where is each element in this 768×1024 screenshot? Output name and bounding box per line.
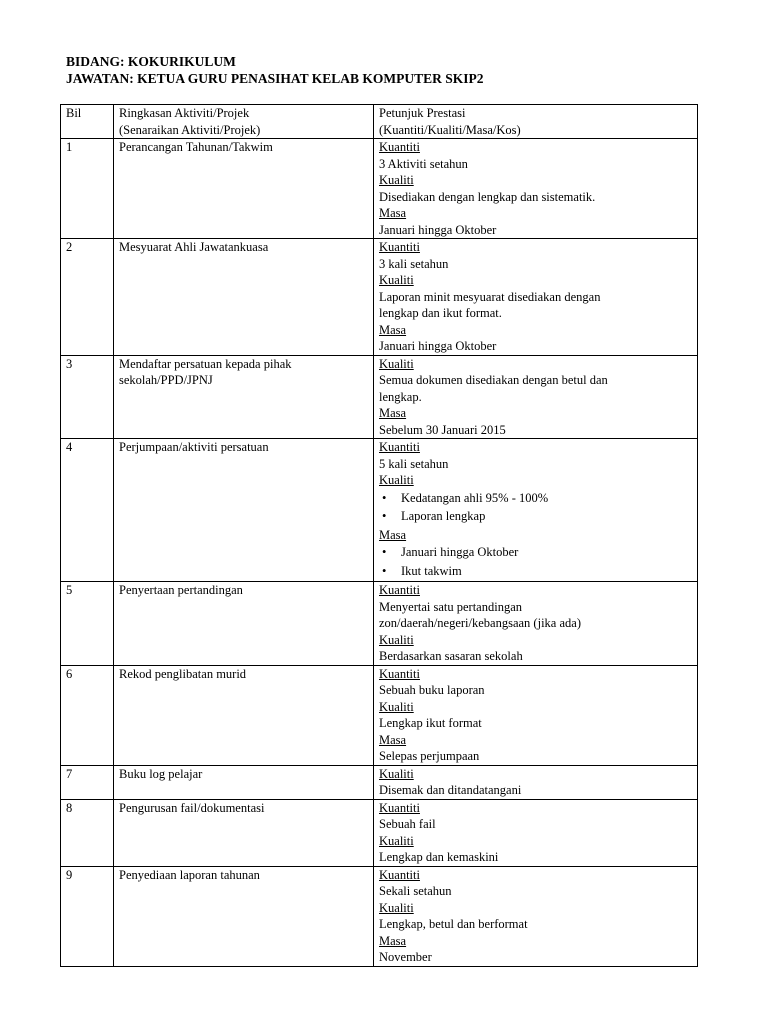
indicator-text: Laporan minit mesyuarat disediakan dengan: [379, 289, 601, 304]
indicator-cell: [374, 765, 698, 799]
table-row: [61, 139, 698, 239]
indicator-cell: [374, 866, 698, 966]
activity-text: Mesyuarat Ahli Jawatankuasa: [119, 240, 269, 254]
table-row: [61, 799, 698, 866]
indicator-text: Menyertai satu pertandingan: [379, 599, 523, 614]
activity-cell: [114, 799, 374, 866]
indicator-text: November: [379, 950, 432, 964]
indicator-cell: [374, 799, 698, 866]
activity-cell: [114, 765, 374, 799]
indicator-text: Sekali setahun: [379, 884, 452, 898]
bullet-icon: •: [382, 509, 387, 523]
table-row: [61, 582, 698, 666]
indicator-label: Kualiti: [379, 900, 414, 915]
indicator-text: Disemak dan ditandatangani: [379, 783, 522, 797]
indicator-cell: [374, 582, 698, 666]
indicator-label: Masa: [379, 933, 407, 948]
indicator-text: Sebuah fail: [379, 817, 436, 831]
indicator-label: Kuantiti: [379, 867, 420, 882]
bullet-icon: •: [382, 545, 387, 559]
indicator-cell: [374, 665, 698, 765]
header-ringkasan: [114, 105, 374, 139]
indicator-label: Kuantiti: [379, 666, 420, 681]
activity-text: Penyertaan pertandingan: [119, 583, 243, 597]
header-petunjuk: [374, 105, 698, 139]
indicator-text: Lengkap, betul dan berformat: [379, 917, 528, 931]
indicator-label: Masa: [379, 206, 407, 220]
row-number: 7: [61, 765, 114, 799]
heading-jawatan: JAWATAN: KETUA GURU PENASIHAT KELAB KOMPUTER SKIP2: [66, 71, 484, 86]
row-number: 3: [61, 355, 114, 439]
indicator-text: Disediakan dengan lengkap dan sistematik.: [379, 189, 596, 204]
activity-text: Rekod penglibatan murid: [119, 666, 247, 681]
indicator-cell: [374, 355, 698, 439]
activity-text: sekolah/PPD/JPNJ: [119, 373, 213, 387]
table-row: [61, 866, 698, 966]
activity-cell: [114, 439, 374, 582]
activity-text: Perjumpaan/aktiviti persatuan: [119, 440, 269, 454]
indicator-label: Kualiti: [379, 833, 414, 848]
header-petunjuk-title: Petunjuk Prestasi: [379, 106, 466, 120]
indicator-label: Kualiti: [379, 766, 414, 781]
indicator-cell: [374, 139, 698, 239]
header-ringkasan-subtitle: (Senaraikan Aktiviti/Projek): [119, 122, 261, 137]
indicator-text: Semua dokumen disediakan dengan betul dan: [379, 373, 608, 387]
row-number: 9: [61, 866, 114, 966]
activity-text: Pengurusan fail/dokumentasi: [119, 800, 265, 815]
indicator-label: Masa: [379, 322, 407, 337]
indicator-label: Kuantiti: [379, 800, 420, 815]
indicator-text: Lengkap dan kemaskini: [379, 850, 499, 864]
indicator-label: Kuantiti: [379, 240, 420, 254]
indicator-text: Berdasarkan sasaran sekolah: [379, 649, 523, 663]
indicator-label: Masa: [379, 527, 407, 542]
bullet-list: [379, 490, 692, 525]
row-number: 8: [61, 799, 114, 866]
table-row: [61, 765, 698, 799]
activity-text: Buku log pelajar: [119, 766, 203, 781]
bullet-item: [379, 490, 692, 507]
bullet-icon: •: [382, 490, 387, 505]
bullet-item: [379, 563, 692, 580]
table-row: [61, 439, 698, 582]
bullet-text: Laporan lengkap: [401, 509, 486, 523]
indicator-text: 3 Aktiviti setahun: [379, 156, 468, 171]
indicator-label: Kuantiti: [379, 440, 420, 454]
bullet-text: Januari hingga Oktober: [401, 545, 519, 559]
activity-text: Perancangan Tahunan/Takwim: [119, 140, 273, 154]
performance-table: [60, 104, 698, 967]
row-number: 2: [61, 239, 114, 356]
table-header-row: [61, 105, 698, 139]
indicator-text: lengkap dan ikut format.: [379, 306, 502, 320]
row-number: 6: [61, 665, 114, 765]
activity-cell: [114, 139, 374, 239]
activity-cell: [114, 582, 374, 666]
activity-text: Mendaftar persatuan kepada pihak: [119, 356, 292, 371]
heading-bidang: BIDANG: KOKURIKULUM: [66, 54, 236, 69]
indicator-text: Lengkap ikut format: [379, 716, 482, 730]
indicator-text: lengkap.: [379, 389, 422, 404]
row-number: 1: [61, 139, 114, 239]
activity-cell: [114, 239, 374, 356]
bullet-text: Kedatangan ahli 95% - 100%: [401, 490, 549, 505]
table-row: [61, 665, 698, 765]
header-ringkasan-title: Ringkasan Aktiviti/Projek: [119, 106, 250, 120]
indicator-label: Kualiti: [379, 356, 414, 371]
bullet-item: [379, 544, 692, 561]
row-number: 4: [61, 439, 114, 582]
indicator-text: zon/daerah/negeri/kebangsaan (jika ada): [379, 616, 581, 630]
indicator-label: Kualiti: [379, 699, 414, 714]
indicator-text: Sebuah buku laporan: [379, 683, 485, 697]
activity-cell: [114, 355, 374, 439]
bullet-list: [379, 544, 692, 579]
indicator-cell: [374, 239, 698, 356]
table-row: [61, 355, 698, 439]
indicator-label: Masa: [379, 732, 407, 747]
indicator-label: Kuantiti: [379, 140, 420, 154]
indicator-label: Masa: [379, 406, 407, 420]
indicator-text: Selepas perjumpaan: [379, 749, 480, 763]
activity-cell: [114, 866, 374, 966]
indicator-cell: [374, 439, 698, 582]
indicator-label: Kualiti: [379, 473, 414, 487]
table-row: [61, 239, 698, 356]
header-petunjuk-subtitle: (Kuantiti/Kualiti/Masa/Kos): [379, 122, 521, 137]
indicator-label: Kualiti: [379, 273, 414, 287]
bullet-item: [379, 508, 692, 525]
activity-cell: [114, 665, 374, 765]
row-number: 5: [61, 582, 114, 666]
indicator-text: Januari hingga Oktober: [379, 339, 497, 353]
indicator-text: Sebelum 30 Januari 2015: [379, 422, 506, 437]
indicator-text: 3 kali setahun: [379, 256, 449, 271]
table-body: [61, 139, 698, 967]
bullet-icon: •: [382, 563, 387, 578]
bullet-text: Ikut takwim: [401, 563, 462, 578]
header-bil: Bil: [61, 105, 114, 139]
indicator-label: Kualiti: [379, 173, 414, 187]
indicator-text: Januari hingga Oktober: [379, 222, 497, 237]
indicator-label: Kualiti: [379, 632, 414, 647]
indicator-label: Kuantiti: [379, 583, 420, 597]
activity-text: Penyediaan laporan tahunan: [119, 867, 260, 882]
indicator-text: 5 kali setahun: [379, 456, 449, 471]
